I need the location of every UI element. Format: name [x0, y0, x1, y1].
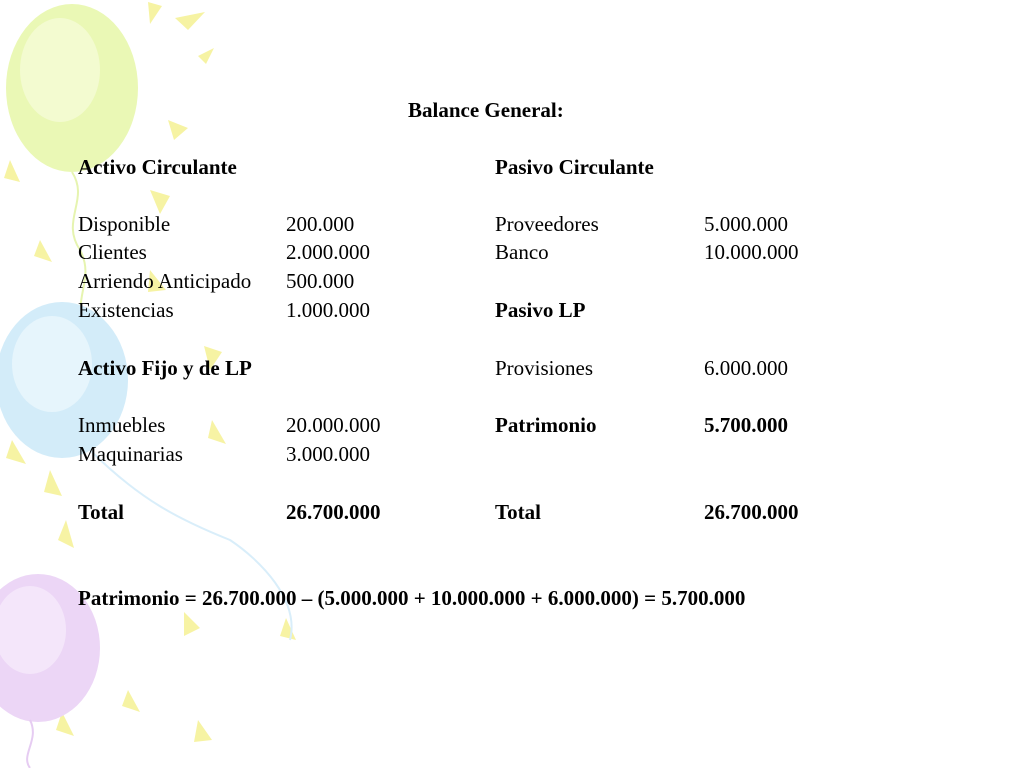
pasivo-circulante-heading: Pasivo Circulante [495, 155, 654, 179]
activo-item-label: Existencias [78, 298, 174, 322]
activo-fijo-item-value: 3.000.000 [286, 442, 370, 466]
activo-item-label: Clientes [78, 240, 147, 264]
activo-fijo-item-label: Maquinarias [78, 442, 183, 466]
patrimonio-label: Patrimonio [495, 413, 597, 437]
activo-item-value: 2.000.000 [286, 240, 370, 264]
activo-item-value: 500.000 [286, 269, 355, 293]
activo-total-label: Total [78, 500, 124, 524]
pasivo-lp-item-value: 6.000.000 [704, 356, 788, 380]
pasivo-lp-heading: Pasivo LP [495, 298, 586, 322]
activo-item-value: 1.000.000 [286, 298, 370, 322]
activo-item-value: 200.000 [286, 212, 355, 236]
pasivo-item-label: Banco [495, 240, 549, 264]
pasivo-lp-item-label: Provisiones [495, 356, 594, 380]
activo-fijo-heading: Activo Fijo y de LP [78, 356, 252, 380]
pasivo-total-label: Total [495, 500, 541, 524]
pasivo-item-label: Proveedores [495, 212, 599, 236]
activo-fijo-item-label: Inmuebles [78, 413, 166, 437]
activo-total-value: 26.700.000 [286, 500, 381, 524]
activo-fijo-item-value: 20.000.000 [286, 413, 381, 437]
activo-item-label: Arriendo Anticipado [78, 269, 252, 293]
pasivo-total-value: 26.700.000 [704, 500, 799, 524]
page-title: Balance General: [408, 98, 564, 122]
activo-item-label: Disponible [78, 212, 171, 236]
pasivo-item-value: 10.000.000 [704, 240, 799, 264]
patrimonio-value: 5.700.000 [704, 413, 788, 437]
patrimonio-formula: Patrimonio = 26.700.000 – (5.000.000 + 10.000.000 + 6.000.000) = 5.700.000 [78, 586, 746, 610]
pasivo-item-value: 5.000.000 [704, 212, 788, 236]
activo-circulante-heading: Activo Circulante [78, 155, 237, 179]
